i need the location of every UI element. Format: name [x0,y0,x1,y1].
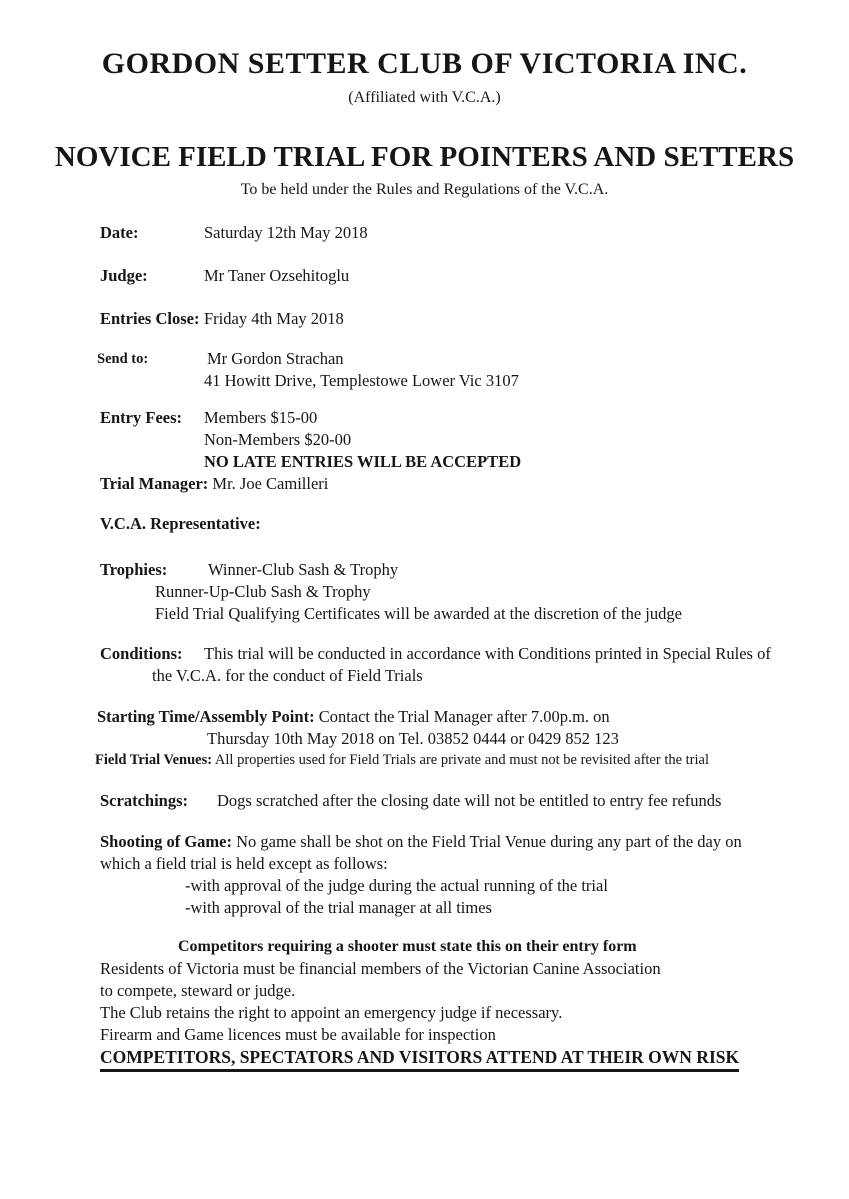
date-value: Saturday 12th May 2018 [204,223,368,242]
conditions-line1: This trial will be conducted in accordance with Conditions printed in Special Rules of [204,644,771,663]
venues-row [95,750,849,770]
conditions-label: Conditions: [100,644,183,663]
scratchings-text: Dogs scratched after the closing date will not be entitled to entry fee refunds [217,791,722,810]
entries-close-row [100,308,849,330]
conditions-line2: the V.C.A. for the conduct of Field Trials [152,666,423,685]
judge-label: Judge: [100,266,148,285]
entry-fees-block [204,407,521,473]
trophies-row [100,559,849,581]
trophies-runner-up: Runner-Up-Club Sash & Trophy [155,582,371,601]
residents-line1: Residents of Victoria must be financial members of the Victorian Canine Association [100,959,661,978]
event-subtitle: To be held under the Rules and Regulations of the V.C.A. [240,181,609,198]
date-label: Date: [100,223,139,242]
trial-manager-label: Trial Manager: [100,474,209,493]
send-to-block [204,348,519,392]
licences-line: Firearm and Game licences must be available for inspection [100,1025,496,1044]
shooting-item1: -with approval of the judge during the actual running of the trial [185,876,608,895]
send-to-name: Mr Gordon Strachan [207,349,344,368]
starting-line2: Thursday 10th May 2018 on Tel. 03852 0444 or 0429 852 123 [207,729,619,748]
scratchings-label: Scratchings: [100,791,188,810]
send-to-label: Send to: [97,351,149,367]
vca-representative-label: V.C.A. Representative: [100,514,261,533]
entry-fees-members: Members $15-00 [204,408,318,427]
conditions-row [100,643,849,665]
entries-close-value: Friday 4th May 2018 [204,309,344,328]
risk-notice-row [100,1047,849,1072]
starting-label: Starting Time/Assembly Point: [97,707,315,726]
trophies-winner: Winner-Club Sash & Trophy [208,560,399,579]
event-title: NOVICE FIELD TRIAL FOR POINTERS AND SETTERS [54,141,795,173]
starting-line1: Contact the Trial Manager after 7.00p.m. on [318,707,610,726]
club-title: GORDON SETTER CLUB OF VICTORIA INC. [101,47,748,80]
entry-fees-non-members: Non-Members $20-00 [204,430,352,449]
send-to-row [97,348,849,392]
trophies-certificates: Field Trial Qualifying Certificates will be awarded at the discretion of the judge [155,604,682,623]
no-late-entries-warning: NO LATE ENTRIES WILL BE ACCEPTED [204,452,522,471]
judge-value: Mr Taner Ozsehitoglu [204,266,350,285]
entry-fees-row [100,407,849,473]
trophies-label: Trophies: [100,560,168,579]
date-row [100,222,849,244]
residents-line2: to compete, steward or judge. [100,981,296,1000]
vca-representative-row [100,513,849,535]
shooting-label: Shooting of Game: [100,832,232,851]
shooting-item2: -with approval of the trial manager at all times [185,898,492,917]
trial-manager-row [100,473,849,495]
emergency-judge-line: The Club retains the right to appoint an emergency judge if necessary. [100,1003,563,1022]
affiliation-subtitle: (Affiliated with V.C.A.) [348,89,501,106]
entry-fees-label: Entry Fees: [100,408,183,427]
trial-manager-value: Mr. Joe Camilleri [212,474,329,493]
risk-notice: COMPETITORS, SPECTATORS AND VISITORS ATTEND AT THEIR OWN RISK [100,1047,739,1072]
scratchings-row [100,790,849,812]
venues-text: All properties used for Field Trials are private and must not be revisited after the trial [214,752,710,768]
judge-row [100,265,849,287]
starting-row [97,706,849,728]
shooter-note: Competitors requiring a shooter must state this on their entry form [178,938,637,955]
shooting-line1: No game shall be shot on the Field Trial Venue during any part of the day on [236,832,742,851]
entries-close-label: Entries Close: [100,309,200,328]
shooting-row [100,831,849,853]
venues-label: Field Trial Venues: [95,752,213,768]
send-to-address: 41 Howitt Drive, Templestowe Lower Vic 3107 [204,371,519,390]
shooting-line2: which a field trial is held except as follows: [100,854,388,873]
